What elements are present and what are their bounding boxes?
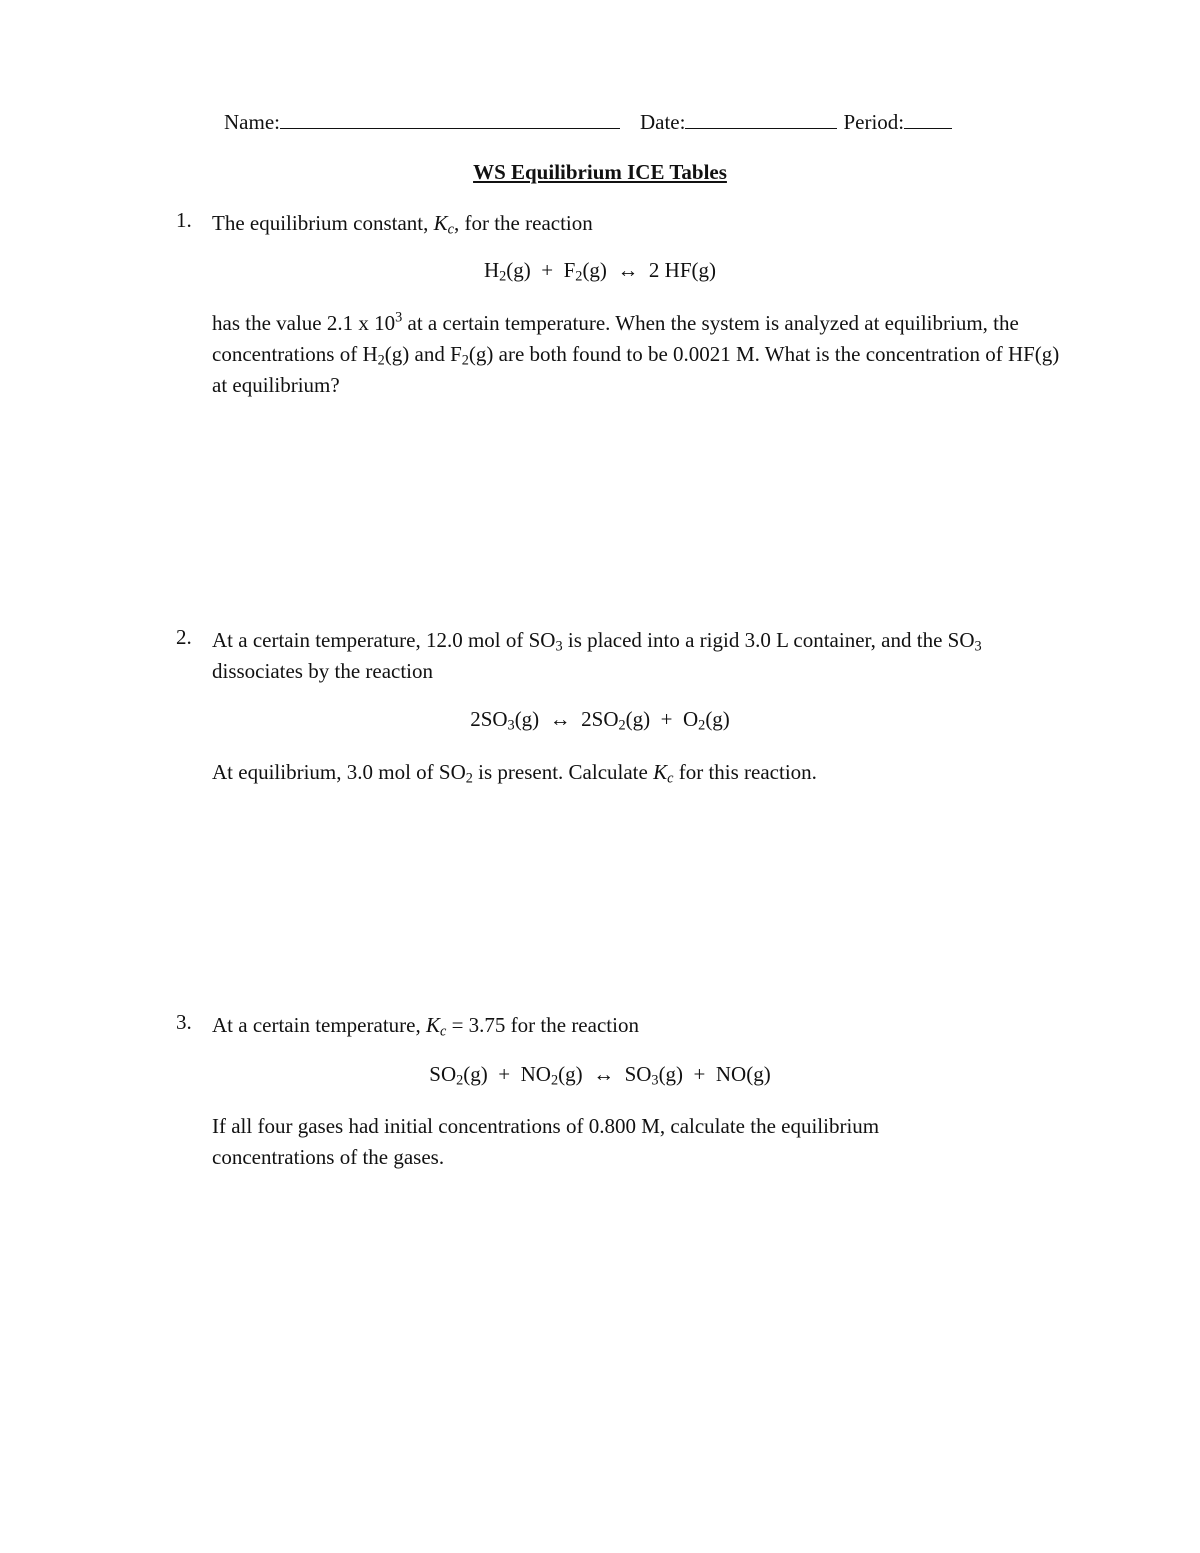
question-intro: The equilibrium constant, $K_c$, for the reaction [212,211,593,238]
name-blank[interactable] [280,108,620,129]
question-intro: At a certain temperature, 12.0 mol of $SO_3$ is placed into a rigid 3.0 L container, and the $SO_3$ dissociates by the reaction [212,628,982,683]
question-2-body: At equilibrium, 3.0 mol of $SO_2$ is present. Calculate $K_c$ for this reaction. [212,760,817,787]
header-fields [224,108,980,135]
name-label: Name: [224,110,280,134]
period-label: Period: [843,110,905,134]
question-number: 3. [176,1010,192,1034]
period-blank[interactable] [904,108,952,129]
question-1-body: has the value 2.1 x $10^3$ at a certain temperature. When the system is analyzed at equilibrium, the concentrations of $H_2(g)$ and $F_2(g)$ are both found to be 0.0021 M. What is the concentration of HF(g) at equilibrium? [212,309,1060,397]
reaction-equation-1: $H_2(g) + F_2(g)$ ↔ 2 HF(g) [483,258,717,285]
date-blank[interactable] [685,108,837,129]
question-number: 2. [176,625,192,649]
reaction-equation-2: $2SO_3(g)$ ↔ $2SO_2(g) + O_2(g)$ [470,707,730,734]
worksheet-title: WS Equilibrium ICE Tables [473,160,727,184]
question-3-body: If all four gases had initial concentrations of 0.800 M, calculate the equilibrium concentrations of the gases. [212,1114,880,1169]
question-intro: At a certain temperature, $K_c = 3.75$ for the reaction [212,1013,639,1040]
date-label: Date: [639,110,686,134]
question-number: 1. [176,208,192,232]
reaction-equation-3: $SO_2(g) + NO_2(g)$ ↔ $SO_3(g) + NO(g)$ [429,1062,771,1089]
